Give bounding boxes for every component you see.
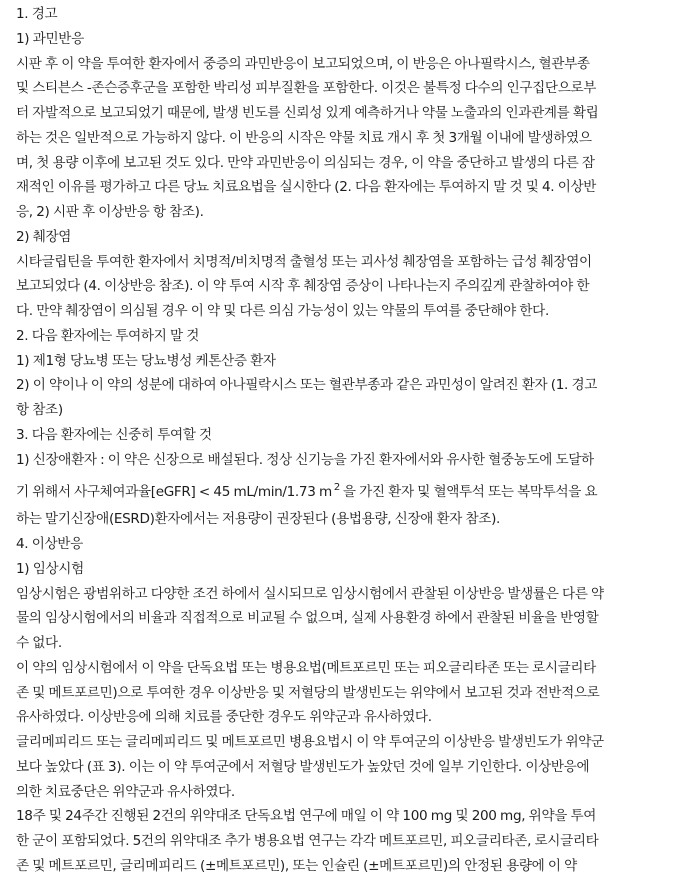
- text-line: 하는 것은 일반적으로 가능하지 않다. 이 반응의 시작은 약물 치료 개시 후 첫 3개월 이내에 발생하였으: [16, 129, 592, 146]
- document-body: [16, 2, 685, 879]
- text-line: 시판 후 이 약을 투여한 환자에서 중증의 과민반응이 보고되었으며, 이 반응은 아나필락시스, 혈관부종: [16, 55, 590, 72]
- text-line: 존 및 메트포르민)으로 투여한 경우 이상반응 및 저혈당의 발생빈도는 위약에서 보고된 것과 전반적으로: [16, 684, 600, 701]
- text-line: 하는 말기신장애(ESRD)환자에서는 저용량이 권장된다 (용법용량, 신장애 환자 참조).: [16, 511, 501, 528]
- text-line: 물의 임상시험에서의 비율과 직접적으로 비교될 수 없으며, 실제 사용환경 하에서 관찰된 비율을 반영할: [16, 610, 599, 627]
- text-line: 1. 경고: [16, 6, 58, 22]
- text-line: 3. 다음 환자에는 신중히 투여할 것: [16, 426, 212, 443]
- egfr-superscript: 2: [333, 482, 340, 494]
- egfr-text-line: [16, 472, 685, 507]
- text-line: 항 참조): [16, 402, 63, 418]
- text-line: 존 및 메트포르민, 글리메피리드 (±메트포르민), 또는 인슐린 (±메트포르민)의 안정된 용량에 이 약: [16, 857, 577, 874]
- text-line: 의한 치료중단은 위약군과 유사하였다.: [16, 783, 235, 800]
- text-line: 1) 과민반응: [16, 30, 84, 47]
- text-line: 1) 제1형 당뇨병 또는 당뇨병성 케톤산증 환자: [16, 352, 276, 369]
- text-line: 및 스티븐스 -존슨증후군을 포함한 박리성 피부질환을 포함한다. 이것은 불특정 다수의 인구집단으로부: [16, 80, 597, 97]
- text-line: 18주 및 24주간 진행된 2건의 위약대조 단독요법 연구에 매일 이 약 100 mg 및 200 mg, 위약을 투여: [16, 808, 597, 825]
- text-line: 1) 임상시험: [16, 560, 84, 577]
- text-line: 한 군이 포함되었다. 5건의 위약대조 추가 병용요법 연구는 각각 메트포르민, 피오글리타존, 로시글리타: [16, 833, 599, 849]
- text-line: 글리메피리드 또는 글리메피리드 및 메트포르민 병용요법시 이 약 투여군의 이상반응 발생빈도가 위약군: [16, 734, 604, 750]
- text-line: 며, 첫 용량 이후에 보고된 것도 있다. 만약 과민반응이 의심되는 경우, 이 약을 중단하고 발생의 다른 잠: [16, 154, 595, 171]
- text-line: 유사하였다. 이상반응에 의해 치료를 중단한 경우도 위약군과 유사하였다.: [16, 709, 432, 726]
- text-line: 시타글립틴을 투여한 환자에서 치명적/비치명적 출혈성 또는 괴사성 췌장염을 포함하는 급성 췌장염이: [16, 253, 592, 270]
- text-line: 다. 만약 췌장염이 의심될 경우 이 약 및 다른 의심 가능성이 있는 약물의 투여를 중단해야 한다.: [16, 303, 549, 319]
- text-line: 4. 이상반응: [16, 536, 83, 552]
- text-line: 보고되었다 (4. 이상반응 참조). 이 약 투여 시작 후 췌장염 증상이 나타나는지 주의깊게 관찰하여야 한: [16, 278, 590, 295]
- text-line: 이 약의 임상시험에서 이 약을 단독요법 또는 병용요법(메트포르민 또는 피오글리타존 또는 로시글리타: [16, 659, 596, 676]
- text-line: 2) 이 약이나 이 약의 성분에 대하여 아나필락시스 또는 혈관부종과 같은 과민성이 알려진 환자 (1. 경고: [16, 377, 598, 394]
- text-line: 응, 2) 시판 후 이상반응 항 참조).: [16, 204, 204, 220]
- egfr-text-before: 기 위해서 사구체여과율[eGFR] < 45 mL/min/1.73 m: [16, 484, 332, 501]
- text-line: 1) 신장애환자 : 이 약은 신장으로 배설된다. 정상 신기능을 가진 환자에서와 유사한 혈중농도에 도달하: [16, 451, 594, 468]
- text-line: 터 자발적으로 보고되었기 때문에, 발생 빈도를 신뢰성 있게 예측하거나 약물 노출과의 인과관계를 확립: [16, 105, 599, 121]
- text-line: 2. 다음 환자에는 투여하지 말 것: [16, 327, 200, 344]
- text-line: 수 없다.: [16, 635, 62, 651]
- text-line: 2) 췌장염: [16, 228, 72, 245]
- text-line: 재적인 이유를 평가하고 다른 당뇨 치료요법을 실시한다 (2. 다음 환자에는 투여하지 말 것 및 4. 이상반: [16, 179, 597, 196]
- text-line: 임상시험은 광범위하고 다양한 조건 하에서 실시되므로 임상시험에서 관찰된 이상반응 발생률은 다른 약: [16, 585, 604, 602]
- text-line: 보다 높았다 (표 3). 이는 이 약 투여군에서 저혈당 발생빈도가 높았던 것에 일부 기인한다. 이상반응에: [16, 758, 590, 775]
- egfr-text-after: 을 가진 환자 및 혈액투석 또는 복막투석을 요: [342, 484, 598, 501]
